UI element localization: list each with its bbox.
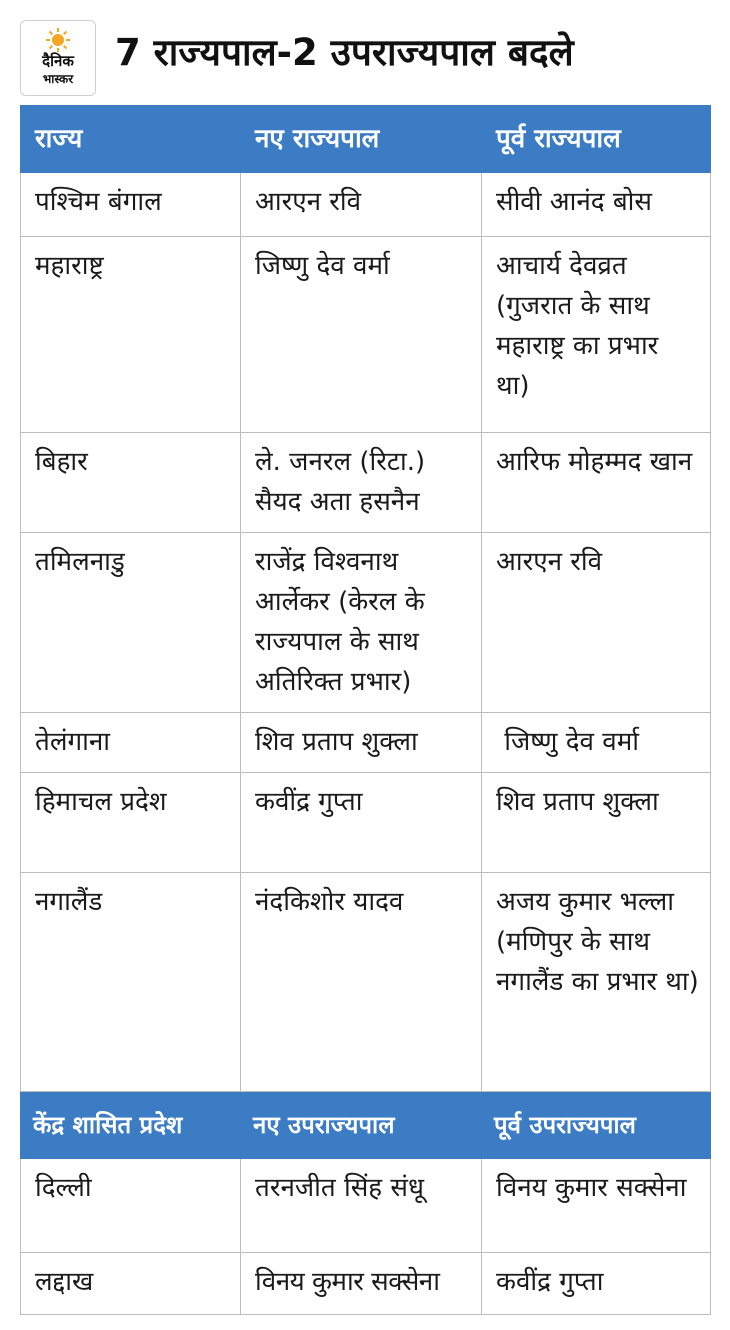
territory-cell: दिल्ली — [21, 1159, 241, 1253]
state-cell: तेलंगाना — [21, 713, 241, 773]
page-title: 7 राज्यपाल-2 उपराज्यपाल बदले — [115, 31, 574, 74]
table-row — [21, 873, 711, 1092]
table-row — [21, 1253, 711, 1315]
header-union-territory: केंद्र शासित प्रदेश — [21, 1092, 241, 1159]
table-row — [21, 1159, 711, 1253]
former-lt-governor-cell: विनय कुमार सक्सेना — [482, 1159, 711, 1253]
former-governor-cell: आचार्य देवव्रत (गुजरात के साथ महाराष्ट्र का प्रभार था) — [482, 237, 711, 433]
header-new-lt-governor: नए उपराज्यपाल — [241, 1092, 482, 1159]
state-cell: महाराष्ट्र — [21, 237, 241, 433]
table-row — [21, 433, 711, 533]
header-new-governor: नए राज्यपाल — [241, 106, 482, 173]
header-state: राज्य — [21, 106, 241, 173]
new-governor-cell: ले. जनरल (रिटा.) सैयद अता हसनैन — [241, 433, 482, 533]
new-governor-cell: आरएन रवि — [241, 173, 482, 237]
table-row — [21, 173, 711, 237]
former-governor-cell: आरएन रवि — [482, 533, 711, 713]
state-cell: पश्चिम बंगाल — [21, 173, 241, 237]
territory-cell: लद्दाख — [21, 1253, 241, 1315]
logo-text-bhaskar: भास्कर — [42, 72, 74, 86]
new-governor-cell: राजेंद्र विश्वनाथ आर्लेकर (केरल के राज्यपाल के साथ अतिरिक्त प्रभार) — [241, 533, 482, 713]
table-header-row — [21, 106, 711, 173]
sun-icon — [45, 27, 71, 53]
page-header — [0, 0, 730, 105]
dainik-bhaskar-logo — [20, 20, 96, 96]
new-lt-governor-cell: तरनजीत सिंह संधू — [241, 1159, 482, 1253]
table-row — [21, 237, 711, 433]
new-governor-cell: कवींद्र गुप्ता — [241, 773, 482, 873]
state-cell: नगालैंड — [21, 873, 241, 1092]
new-governor-cell: नंदकिशोर यादव — [241, 873, 482, 1092]
table-subheader-row — [21, 1092, 711, 1159]
table-row — [21, 773, 711, 873]
table-row — [21, 533, 711, 713]
state-cell: तमिलनाडु — [21, 533, 241, 713]
table-row — [21, 713, 711, 773]
former-lt-governor-cell: कवींद्र गुप्ता — [482, 1253, 711, 1315]
header-former-lt-governor: पूर्व उपराज्यपाल — [482, 1092, 711, 1159]
header-former-governor: पूर्व राज्यपाल — [482, 106, 711, 173]
new-governor-cell: जिष्णु देव वर्मा — [241, 237, 482, 433]
governors-table — [20, 105, 711, 1315]
new-governor-cell: शिव प्रताप शुक्ला — [241, 713, 482, 773]
former-governor-cell: आरिफ मोहम्मद खान — [482, 433, 711, 533]
state-cell: बिहार — [21, 433, 241, 533]
state-cell: हिमाचल प्रदेश — [21, 773, 241, 873]
former-governor-cell: शिव प्रताप शुक्ला — [482, 773, 711, 873]
logo-text-dainik: दैनिक — [42, 52, 74, 70]
former-governor-cell: जिष्णु देव वर्मा — [482, 713, 711, 773]
new-lt-governor-cell: विनय कुमार सक्सेना — [241, 1253, 482, 1315]
former-governor-cell: सीवी आनंद बोस — [482, 173, 711, 237]
former-governor-cell: अजय कुमार भल्ला (मणिपुर के साथ नगालैंड का प्रभार था) — [482, 873, 711, 1092]
